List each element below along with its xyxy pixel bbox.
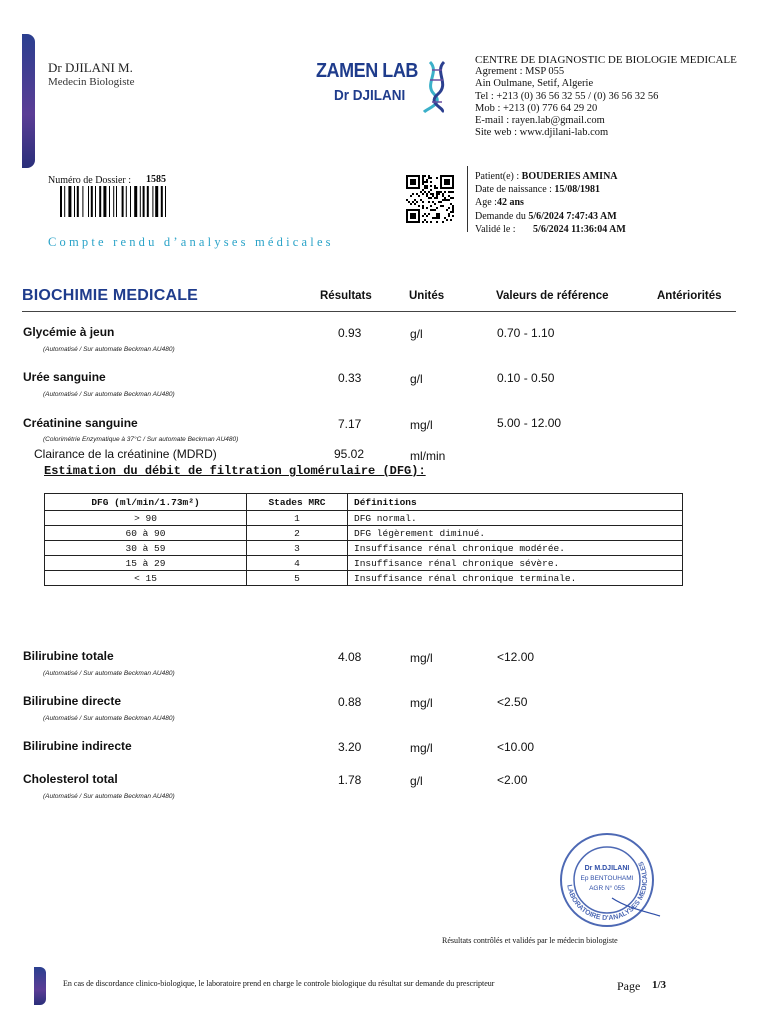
logo-wordmark: ZAMEN LAB xyxy=(316,60,418,82)
col-header-results: Résultats xyxy=(320,290,372,302)
result-ref-uree: 0.10 - 0.50 xyxy=(497,371,555,385)
result-value-clairance: 95.02 xyxy=(334,447,365,461)
dfg-title: Estimation du débit de filtration glomérulaire (DFG): xyxy=(44,464,426,478)
result-value-bili-directe: 0.88 xyxy=(338,695,362,709)
dfg-header-row xyxy=(45,494,683,511)
dfg-cell-stage: 3 xyxy=(247,541,348,556)
dfg-cell-range: > 90 xyxy=(45,511,247,526)
result-unit-bili-directe: mg/l xyxy=(410,696,433,710)
result-value-bili-indirecte: 3.20 xyxy=(338,740,362,754)
svg-text:Ep BENTOUHAMI: Ep BENTOUHAMI xyxy=(580,875,634,882)
result-ref-bili-totale: <12.00 xyxy=(497,650,535,664)
dfg-cell-range: < 15 xyxy=(45,571,247,586)
patient-name: BOUDERIES AMINA xyxy=(521,171,618,182)
header-rule xyxy=(22,311,736,312)
lab-stamp-icon xyxy=(552,830,662,930)
dfg-header-definition: Définitions xyxy=(348,494,683,511)
table-row xyxy=(45,571,683,586)
validated-note: Résultats contrôlés et validés par le médecin biologiste xyxy=(442,936,618,945)
dfg-cell-definition: Insuffisance rénal chronique modérée. xyxy=(348,541,683,556)
valid-label: Validé le : xyxy=(475,223,516,235)
result-ref-cholesterol: <2.00 xyxy=(497,773,528,787)
result-name-creatinine: Créatinine sanguine xyxy=(23,416,138,430)
result-ref-creatinine: 5.00 - 12.00 xyxy=(497,416,562,430)
patient-divider xyxy=(467,166,468,232)
demand-date: 5/6/2024 7:47:43 AM xyxy=(528,210,617,222)
result-name-glycemie: Glycémie à jeun xyxy=(23,325,115,339)
result-unit-uree: g/l xyxy=(410,372,423,386)
dossier-label: Numéro de Dossier : xyxy=(48,175,132,186)
dfg-cell-definition: Insuffisance rénal chronique terminale. xyxy=(348,571,683,586)
result-ref-bili-directe: <2.50 xyxy=(497,695,528,709)
dfg-header-range: DFG (ml/min/1.73m²) xyxy=(45,494,247,511)
result-name-bili-indirecte: Bilirubine indirecte xyxy=(23,739,132,753)
col-header-units: Unités xyxy=(409,290,445,302)
dfg-cell-stage: 5 xyxy=(247,571,348,586)
qr-code-icon xyxy=(406,175,454,223)
result-method-creatinine: (Colorimétrie Enzymatique à 37°C / Sur automate Beckman AU480) xyxy=(43,436,239,443)
dfg-cell-definition: Insuffisance rénal chronique sévère. xyxy=(348,556,683,571)
demand-label: Demande du xyxy=(475,210,529,222)
dfg-cell-range: 15 à 29 xyxy=(45,556,247,571)
svg-text:Dr M.DJILANI: Dr M.DJILANI xyxy=(584,865,630,872)
lab-email: E-mail : rayen.lab@gmail.com xyxy=(475,115,605,127)
result-value-bili-totale: 4.08 xyxy=(338,650,362,664)
dossier-number: 1585 xyxy=(146,174,166,185)
page-label: Page xyxy=(617,979,641,993)
lab-address: Ain Oulmane, Setif, Algerie xyxy=(475,78,594,90)
dfg-header-stage: Stades MRC xyxy=(247,494,348,511)
dfg-cell-range: 60 à 90 xyxy=(45,526,247,541)
table-row xyxy=(45,556,683,571)
result-method-cholesterol: (Automatisé / Sur automate Beckman AU480) xyxy=(43,793,175,800)
col-header-references: Valeurs de référence xyxy=(496,290,609,302)
dfg-cell-stage: 4 xyxy=(247,556,348,571)
lab-center-name: CENTRE DE DIAGNOSTIC DE BIOLOGIE MEDICALE xyxy=(475,54,737,66)
result-unit-clairance: ml/min xyxy=(410,449,446,463)
barcode-icon xyxy=(60,186,197,217)
result-unit-cholesterol: g/l xyxy=(410,774,423,788)
result-method-bili-totale: (Automatisé / Sur automate Beckman AU480) xyxy=(43,670,175,677)
dfg-cell-range: 30 à 59 xyxy=(45,541,247,556)
patient-dob: 15/08/1981 xyxy=(554,184,600,196)
lab-contact-block xyxy=(475,54,737,139)
lab-tel: Tel : +213 (0) 36 56 32 55 / (0) 36 56 32 56 xyxy=(475,90,659,102)
result-unit-bili-indirecte: mg/l xyxy=(410,741,433,755)
result-unit-creatinine: mg/l xyxy=(410,418,433,432)
result-method-bili-directe: (Automatisé / Sur automate Beckman AU480) xyxy=(43,715,175,722)
doctor-title: Medecin Biologiste xyxy=(48,76,135,88)
section-title: BIOCHIMIE MEDICALE xyxy=(22,287,199,304)
patient-age: 42 ans xyxy=(496,197,524,209)
logo-subtitle: Dr DJILANI xyxy=(334,87,406,104)
result-name-bili-totale: Bilirubine totale xyxy=(23,649,114,663)
result-method-glycemie: (Automatisé / Sur automate Beckman AU480) xyxy=(43,346,175,353)
patient-label: Patient(e) : xyxy=(475,171,522,182)
svg-text:LABORATOIRE D'ANALYSES MEDICAL: LABORATOIRE D'ANALYSES MEDICALES xyxy=(565,860,650,923)
result-name-uree: Urée sanguine xyxy=(23,370,106,384)
result-value-creatinine: 7.17 xyxy=(338,417,362,431)
page-number: 1/3 xyxy=(652,979,667,991)
dfg-table xyxy=(44,493,683,586)
dfg-cell-stage: 1 xyxy=(247,511,348,526)
col-header-previous: Antériorités xyxy=(657,290,722,302)
valid-date: 5/6/2024 11:36:04 AM xyxy=(533,223,626,235)
lab-mobile: Mob : +213 (0) 776 64 29 20 xyxy=(475,102,598,114)
doctor-name: Dr DJILANI M. xyxy=(48,60,133,75)
footer-note: En cas de discordance clinico-biologique, le laboratoire prend en charge le controle biologique du résultat sur demande du prescripteur xyxy=(63,979,495,988)
header-accent-bar xyxy=(22,34,35,168)
lab-agrement: Agrement : MSP 055 xyxy=(475,66,565,78)
age-label: Age : xyxy=(475,197,497,209)
result-value-uree: 0.33 xyxy=(338,371,362,385)
result-unit-bili-totale: mg/l xyxy=(410,651,433,665)
footer-accent-bar xyxy=(34,967,46,1005)
result-name-bili-directe: Bilirubine directe xyxy=(23,694,122,708)
table-row xyxy=(45,541,683,556)
patient-info xyxy=(475,170,626,236)
table-row xyxy=(45,511,683,526)
result-unit-glycemie: g/l xyxy=(410,327,423,341)
result-ref-bili-indirecte: <10.00 xyxy=(497,740,535,754)
report-title: Compte rendu d’analyses médicales xyxy=(48,235,334,249)
svg-text:AGR N° 055: AGR N° 055 xyxy=(589,885,625,892)
dfg-cell-definition: DFG normal. xyxy=(348,511,683,526)
dfg-cell-stage: 2 xyxy=(247,526,348,541)
dob-label: Date de naissance : xyxy=(475,184,555,196)
result-value-cholesterol: 1.78 xyxy=(338,773,362,787)
result-value-glycemie: 0.93 xyxy=(338,326,362,340)
result-name-cholesterol: Cholesterol total xyxy=(23,772,118,786)
lab-website: Site web : www.djilani-lab.com xyxy=(475,127,609,139)
table-row xyxy=(45,526,683,541)
result-name-clairance: Clairance de la créatinine (MDRD) xyxy=(34,447,217,461)
dfg-cell-definition: DFG légèrement diminué. xyxy=(348,526,683,541)
result-method-uree: (Automatisé / Sur automate Beckman AU480) xyxy=(43,391,175,398)
result-ref-glycemie: 0.70 - 1.10 xyxy=(497,326,555,340)
